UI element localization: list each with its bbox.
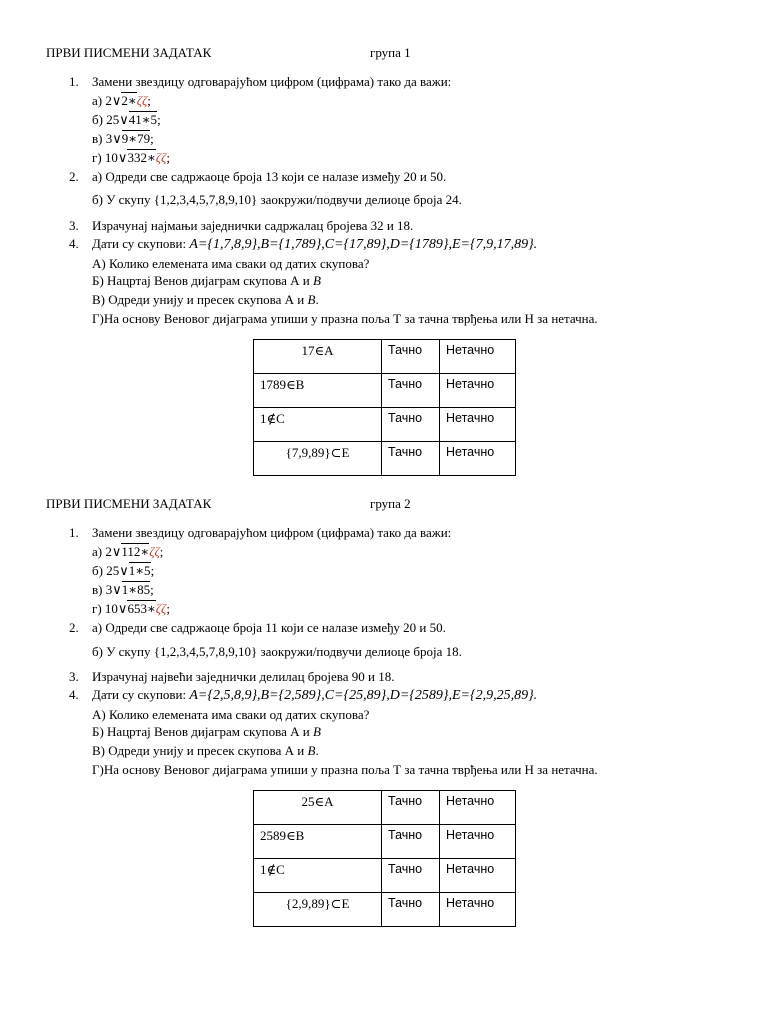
set-braces: {1,2,3,4,5,7,8,9,10} <box>153 644 258 659</box>
false-option[interactable]: Нетачно <box>440 408 516 442</box>
table-row <box>254 859 516 893</box>
q4-number: 4. <box>69 236 79 251</box>
false-option[interactable]: Нетачно <box>440 791 516 825</box>
set-braces: {1,2,3,4,5,7,8,9,10} <box>153 192 258 207</box>
table-row <box>254 374 516 408</box>
divisor-number: 9∗79 <box>121 131 151 146</box>
q1-item-b: б) 25∨1∗5; <box>92 563 155 578</box>
false-option[interactable]: Нетачно <box>440 893 516 927</box>
q2-item-b: б) У скупу {1,2,3,4,5,7,8,9,10} заокружи/подвучи делиоце броја 18. <box>92 644 462 659</box>
sets-definition: A={2,5,8,9},B={2,589},C={25,89},D={2589},E={2,9,25,89}. <box>189 688 538 703</box>
true-option[interactable]: Тачно <box>382 791 440 825</box>
q3-number: 3. <box>69 218 79 233</box>
divisor-number: 41∗5 <box>128 112 158 127</box>
table-row <box>254 893 516 927</box>
true-option[interactable]: Тачно <box>382 825 440 859</box>
statement-cell: 17∈A <box>254 340 382 374</box>
true-option[interactable]: Тачно <box>382 340 440 374</box>
statement-cell: 1∉C <box>254 408 382 442</box>
divisor-number: 1∗5 <box>128 563 151 578</box>
true-option[interactable]: Тачно <box>382 859 440 893</box>
true-option[interactable]: Тачно <box>382 408 440 442</box>
false-option[interactable]: Нетачно <box>440 825 516 859</box>
q4-item-d: Г)На основу Веновог дијаграма упиши у празна поља Т за тачна тврђења или Н за нетачна. <box>92 762 598 777</box>
divisor-number: 112∗ <box>121 544 150 559</box>
true-false-table <box>253 790 516 927</box>
q4-number: 4. <box>69 687 79 702</box>
q1-item-c: в) 3∨1∗85; <box>92 582 154 597</box>
q4-item-b: Б) Нацртај Венов дијаграм скупова А и B <box>92 273 321 288</box>
q1-number: 1. <box>69 74 79 89</box>
false-option[interactable]: Нетачно <box>440 442 516 476</box>
divisor-number: 332∗ <box>127 150 156 165</box>
group2-title: ПРВИ ПИСМЕНИ ЗАДАТАК <box>46 496 212 511</box>
q1-item-b: б) 25∨41∗5; <box>92 112 161 127</box>
q3-text: Израчунај највећи заједнички делилац бројева 90 и 18. <box>92 669 395 684</box>
statement-cell: 1789∈B <box>254 374 382 408</box>
q4-item-b: Б) Нацртај Венов дијаграм скупова А и B <box>92 724 321 739</box>
q2-item-a: а) Одреди све садржаоце броја 11 који се налазе између 20 и 50. <box>92 620 446 635</box>
divisor-number: 653∗ <box>127 601 156 616</box>
q1-item-d: г) 10∨332∗ζζ; <box>92 150 170 165</box>
true-false-table <box>253 339 516 476</box>
divisor-number: 2∗ <box>121 93 137 108</box>
q4-item-a: А) Колико елемената има сваки од датих скупова? <box>92 707 370 722</box>
true-option[interactable]: Тачно <box>382 374 440 408</box>
statement-cell: {7,9,89}⊂E <box>254 442 382 476</box>
q1-item-a: а) 2∨112∗ζζ; <box>92 544 164 559</box>
table-row <box>254 340 516 374</box>
statement-cell: 1∉C <box>254 859 382 893</box>
false-option[interactable]: Нетачно <box>440 374 516 408</box>
group1-title: ПРВИ ПИСМЕНИ ЗАДАТАК <box>46 45 212 60</box>
q1-item-d: г) 10∨653∗ζζ; <box>92 601 170 616</box>
q3-number: 3. <box>69 669 79 684</box>
q1-text: Замени звездицу одговарајућом цифром (цифрама) тако да важи: <box>92 525 452 540</box>
q1-number: 1. <box>69 525 79 540</box>
table-row <box>254 791 516 825</box>
divisor-number: 1∗85 <box>121 582 151 597</box>
false-option[interactable]: Нетачно <box>440 340 516 374</box>
q4-intro: Дати су скупови: A={1,7,8,9},B={1,789},C={17,89},D={1789},E={7,9,17,89}. <box>92 236 538 252</box>
q4-item-c: В) Одреди унију и пресек скупова А и B. <box>92 292 319 307</box>
statement-cell: {2,9,89}⊂E <box>254 893 382 927</box>
q2-number: 2. <box>69 169 79 184</box>
table-row <box>254 408 516 442</box>
q1-text: Замени звездицу одговарајућом цифром (цифрама) тако да важи: <box>92 74 452 89</box>
statement-cell: 25∈A <box>254 791 382 825</box>
true-option[interactable]: Тачно <box>382 893 440 927</box>
true-option[interactable]: Тачно <box>382 442 440 476</box>
false-option[interactable]: Нетачно <box>440 859 516 893</box>
group1-label: група 1 <box>370 45 411 60</box>
statement-cell: 2589∈B <box>254 825 382 859</box>
q4-item-d: Г)На основу Веновог дијаграма упиши у празна поља Т за тачна тврђења или Н за нетачна. <box>92 311 598 326</box>
q2-number: 2. <box>69 620 79 635</box>
q2-item-b: б) У скупу {1,2,3,4,5,7,8,9,10} заокружи/подвучи делиоце броја 24. <box>92 192 462 207</box>
q3-text: Израчунај најмањи заједнички садржалац бројева 32 и 18. <box>92 218 414 233</box>
sets-definition: A={1,7,8,9},B={1,789},C={17,89},D={1789},E={7,9,17,89}. <box>189 237 538 252</box>
q4-intro: Дати су скупови: A={2,5,8,9},B={2,589},C={25,89},D={2589},E={2,9,25,89}. <box>92 687 538 703</box>
q1-item-c: в) 3∨9∗79; <box>92 131 154 146</box>
q4-item-c: В) Одреди унију и пресек скупова А и B. <box>92 743 319 758</box>
group2-label: група 2 <box>370 496 411 511</box>
table-row <box>254 825 516 859</box>
table-row <box>254 442 516 476</box>
q1-item-a: а) 2∨2∗ζζ; <box>92 93 151 108</box>
q4-item-a: А) Колико елемената има сваки од датих скупова? <box>92 256 370 271</box>
q2-item-a: а) Одреди све садржаоце броја 13 који се налазе између 20 и 50. <box>92 169 447 184</box>
